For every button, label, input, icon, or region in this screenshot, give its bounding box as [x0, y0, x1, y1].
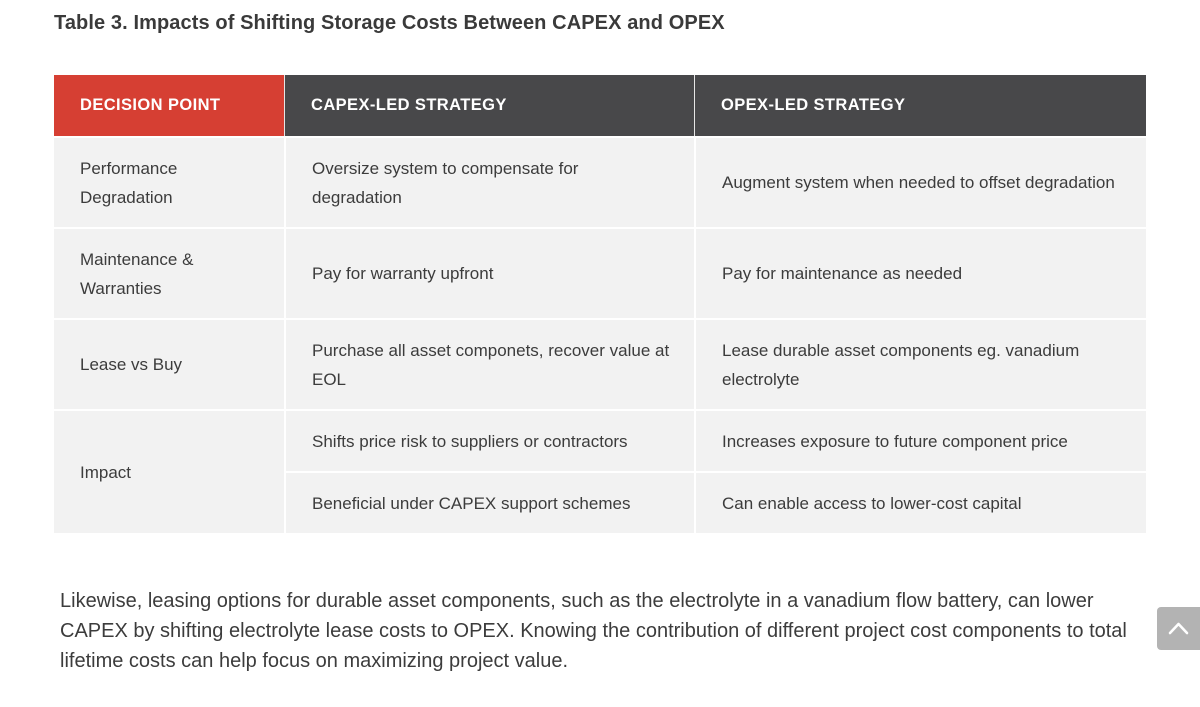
- capex-cell: Beneficial under CAPEX support schemes: [284, 471, 694, 533]
- opex-cell: Increases exposure to future component price: [694, 409, 1146, 471]
- chevron-up-icon: [1168, 619, 1189, 638]
- table-title: Table 3. Impacts of Shifting Storage Costs Between CAPEX and OPEX: [54, 12, 725, 34]
- cost-strategy-table: [54, 75, 1146, 533]
- opex-cell: Pay for maintenance as needed: [694, 227, 1146, 318]
- opex-cell: Lease durable asset components eg. vanadium electrolyte: [694, 318, 1146, 409]
- header-decision-point: DECISION POINT: [54, 75, 284, 136]
- scroll-to-top-button[interactable]: [1157, 607, 1200, 650]
- capex-cell: Shifts price risk to suppliers or contractors: [284, 409, 694, 471]
- decision-cell: Lease vs Buy: [54, 318, 284, 409]
- decision-cell: Performance Degradation: [54, 136, 284, 227]
- table-row: [54, 318, 1146, 409]
- capex-cell: Oversize system to compensate for degradation: [284, 136, 694, 227]
- decision-cell: Maintenance & Warranties: [54, 227, 284, 318]
- header-opex-strategy: OPEX-LED STRATEGY: [694, 75, 1146, 136]
- decision-cell-impact: Impact: [54, 409, 284, 533]
- table-row: [54, 227, 1146, 318]
- table-row: [54, 136, 1146, 227]
- capex-cell: Purchase all asset componets, recover value at EOL: [284, 318, 694, 409]
- header-capex-strategy: CAPEX-LED STRATEGY: [284, 75, 694, 136]
- opex-cell: Can enable access to lower-cost capital: [694, 471, 1146, 533]
- table-row: [54, 409, 1146, 471]
- body-paragraph: Likewise, leasing options for durable asset components, such as the electrolyte in a vanadium flow battery, can lower CAPEX by shifting electrolyte lease costs to OPEX. Knowing the contribution of different project cost components to total lifetime costs can help focus on maximizing project value.: [60, 590, 1127, 672]
- opex-cell: Augment system when needed to offset degradation: [694, 136, 1146, 227]
- table-header-row: [54, 75, 1146, 136]
- capex-cell: Pay for warranty upfront: [284, 227, 694, 318]
